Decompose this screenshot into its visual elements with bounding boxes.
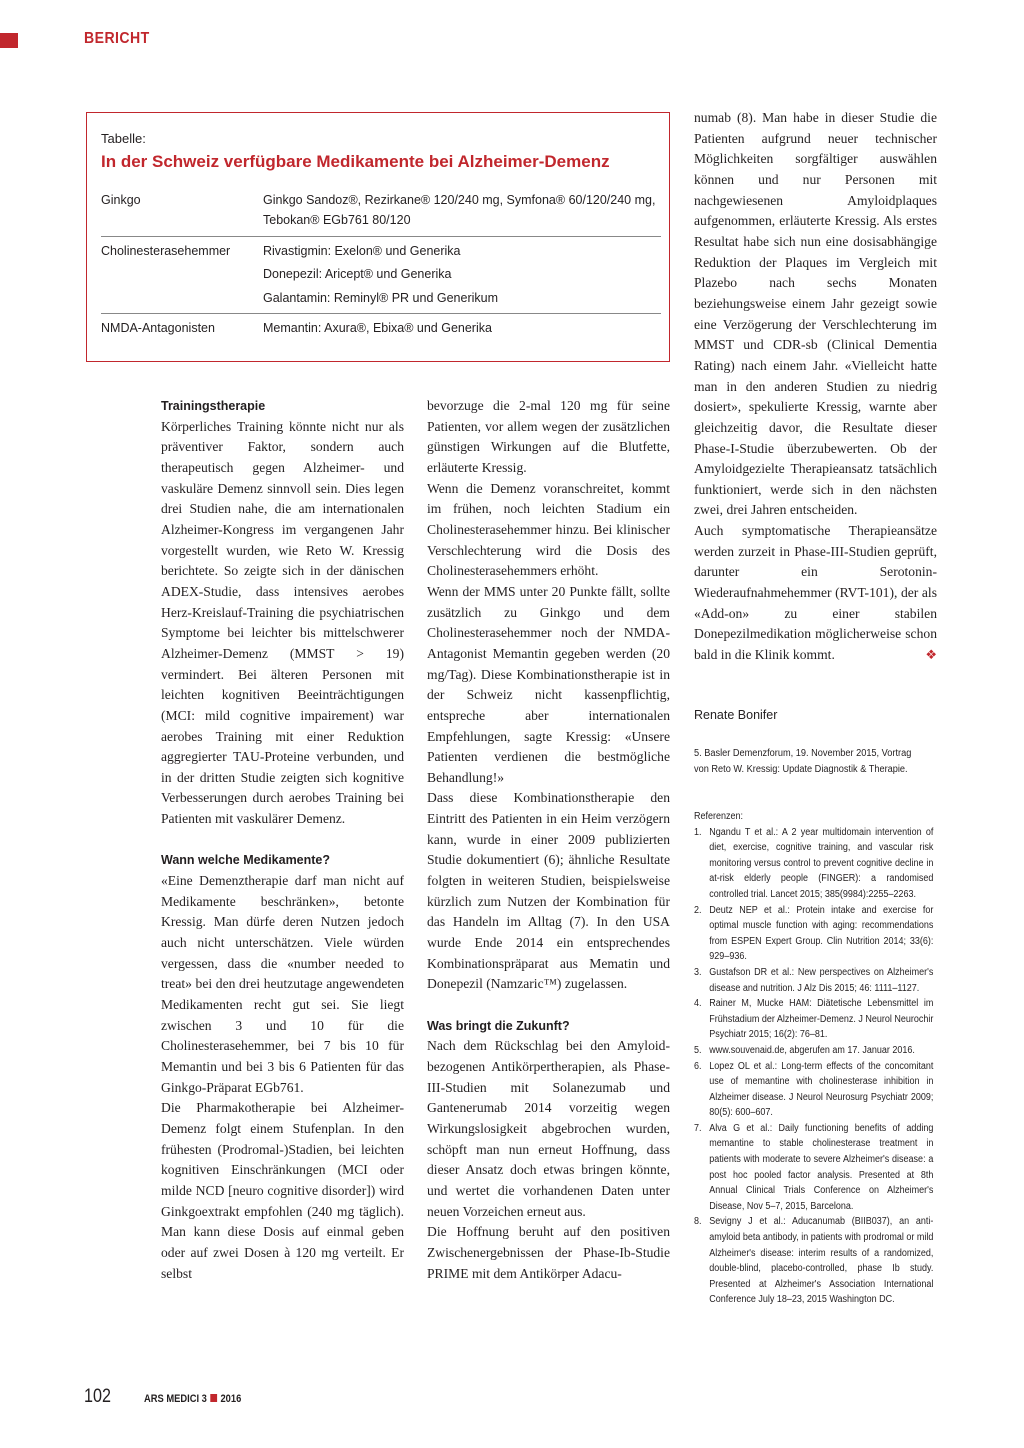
table-title: In der Schweiz verfügbare Medikamente bei Alzheimer-Demenz: [101, 152, 610, 171]
reference-list: [694, 825, 933, 1308]
table-row-item: Ginkgo Sandoz®, Rezirkane® 120/240 mg, Symfona® 60/120/240 mg,: [263, 193, 656, 207]
end-of-article-icon: ❖: [925, 647, 937, 663]
article-column-3: [694, 108, 937, 666]
table-row-class: Cholinesterasehemmer: [101, 244, 231, 258]
table-row-item: Rivastigmin: Exelon® und Generika: [263, 244, 461, 258]
page-number: 102: [84, 1386, 111, 1407]
references: [694, 809, 933, 1308]
table-row-class: NMDA-Antagonisten: [101, 321, 215, 335]
article-column-1: [161, 396, 404, 1284]
section-label: BERICHT: [84, 30, 150, 47]
reference-item: 6. Lopez OL et al.: Long-term effects of the concomitant use of memantine with cholinesterase inhibition in Alzheimer disease. J Neurol Neurosurg Psychiatr 2009; 80(5): 600–607.: [694, 1060, 934, 1119]
journal-year: 2016: [220, 1393, 242, 1405]
table-row-item: Memantin: Axura®, Ebixa® und Generika: [263, 321, 492, 335]
table-row-class: Ginkgo: [101, 193, 141, 207]
reference-item: 8. Sevigny J et al.: Aducanumab (BIIB037), an anti-amyloid beta antibody, in patients with prodromal or mild Alzheimer's disease: interim results of a randomized, double-blind, placebo-controlled, phase Ib study. Presented at Alzheimer's Association International Conference July 18–23, 2015 Washington DC.: [694, 1216, 934, 1306]
table-divider: [101, 236, 661, 237]
table-row-item: Galantamin: Reminyl® PR und Generikum: [263, 291, 498, 305]
paragraph: Wenn die Demenz voranschreitet, kommt im frühen, noch leichten Stadium ein Cholinesterasehemmer hinzu. Bei klinischer Verschlechterung wird die Dosis des Cholinesterasehemmers erhöht.: [427, 480, 670, 579]
table-divider: [101, 313, 661, 314]
paragraph: Nach dem Rückschlag bei den Amyloid-bezogenen Antikörpertherapien, als Phase-III-Studien mit Solanezumab und Gantenerumab 2014 vorzeitig wegen Wirkungslosigkeit abgebrochen wurden, schöpft man nun erneut Hoffnung, dass dieser Ansatz doch etwas bringen könnte, und wertet die vorhandenen Daten unter neuen Vorzeichen erneut aus.: [427, 1038, 670, 1219]
table-label: Tabelle:: [101, 131, 146, 146]
paragraph: Körperliches Training könnte nicht nur als präventiver Faktor, sondern auch therapeutisch gegen Alzheimer- und vaskuläre Demenz sinnvoll sein. Dies legen drei Studien nahe, die am internationalen Alzheimer-Kongress im vergangenen Jahr vorgestellt wurden, wie Reto W. Kressig berichtete. So zeigte sich in der dänischen ADEX-Studie, dass intensives aerobes Herz-Kreislauf-Training die psychiatrischen Symptome bei leichter bis mittelschwerer Alzheimer-Demenz (MMST > 19) vermindert. Bei älteren Personen mit leichten kognitiven Beeinträchtigungen (MCI: mild cognitive impairement) war aerobes Training mit einer Reduktion aggregierter TAU-Proteine verbunden, und in der dritten Studie zeigten sich kognitive Verbesserungen durch aerobes Training bei Patienten mit vaskulärer Demenz.: [161, 418, 404, 827]
author-name: Renate Bonifer: [694, 708, 778, 722]
table-row-item: Tebokan® EGb761 80/120: [263, 213, 411, 227]
section-heading: Wann welche Medikamente?: [161, 853, 331, 868]
paragraph: [694, 521, 937, 666]
article-column-2: [427, 396, 670, 1284]
paragraph: numab (8). Man habe in dieser Studie die Patienten aufgrund neuer technischer Möglichkeiten sorgfältiger auswählen können und nur Personen mit nachgewiesenen Amyloidplaques aufgenommen, erläuterte Kressig. Als erstes Resultat habe sich nun eine dosisabhängige Reduktion der Plaques im Vergleich mit Plazebo nach sechs Monaten beziehungsweise einem Jahr gezeigt sowie eine Verzögerung der Verschlechterung im MMST und CDR-sb (Clinical Dementia Rating) nach einem Jahr. «Vielleicht hatte man in den anderen Studien zu niedrig dosiert», spekulierte Kressig, warnte aber gleichzeitig davor, die Resultate dieser Phase-I-Studie überzubewerten. Ob der Amyloidgezielte Therapieansatz tatsächlich funktioniert, werde sich in den nächsten zwei, drei Jahren entscheiden.: [694, 110, 937, 518]
separator-square: [210, 1394, 217, 1402]
paragraph: Dass diese Kombinationstherapie den Eintritt des Patienten in ein Heim verzögern kann, wurde in einer 2009 publizierten Studie dokumentiert (6); ähnliche Resultate folgten in weiteren Studien, beispielsweise kürzlich zum Nutzen der Kombination für das Handeln im Alltag (7). In den USA wurde Ende 2014 ein entsprechendes Kombinationspräparat aus Mematin und Donepezil (Namzaric™) zugelassen.: [427, 790, 670, 992]
section-heading: Was bringt die Zukunft?: [427, 1018, 570, 1033]
paragraph: Die Pharmakotherapie bei Alzheimer-Demenz folgt einem Stufenplan. In den frühesten (Prodromal-)Stadien, bei leichten kognitiven Einschränkungen (MCI oder milde NCD [neuro cognitive disorder]) wird Ginkgoextrakt empfohlen (240 mg täglich). Man kann diese Dosis auf einmal geben oder auf zwei Dosen à 120 mg verteilt. Er selbst: [161, 1100, 404, 1281]
journal-name: ARS MEDICI 3: [144, 1393, 207, 1405]
reference-item: 4. Rainer M, Mucke HAM: Diätetische Lebensmittel im Frühstadium der Alzheimer-Demenz. J Neurol Neurochir Psychiatr 2015; 16(2): 76–81.: [694, 998, 934, 1041]
paragraph: Die Hoffnung beruht auf den positiven Zwischenergebnissen der Phase-Ib-Studie PRIME mit dem Antikörper Adacu-: [427, 1224, 670, 1281]
reference-item: 5. www.souvenaid.de, abgerufen am 17. Januar 2016.: [694, 1044, 915, 1056]
paragraph: Wenn der MMS unter 20 Punkte fällt, sollte zusätzlich zu Ginkgo und dem Cholinesterasehemmer noch der NMDA-Antagonist Memantin gegeben werden (20 mg/Tag). Diese Kombinationstherapie ist in der Schweiz nicht kassenpflichtig, entspreche aber internationalen Empfehlungen, sagte Kressig: «Unsere Patienten verdienen die bestmögliche Behandlung!»: [427, 583, 670, 785]
table-row-item: Donepezil: Aricept® und Generika: [263, 267, 452, 281]
event-footnote: 5. Basler Demenzforum, 19. November 2015, Vortrag von Reto W. Kressig: Update Diagnostik & Therapie.: [694, 748, 912, 775]
paragraph: «Eine Demenztherapie darf man nicht auf Medikamente beschränken», betonte Kressig. Man dürfe deren Nutzen jedoch auch nicht unterschätzen. Viele würden vergessen, dass die «number needed to treat» bei den drei heutzutage angewendeten Medikamenten recht gut sei. Sie liegt zwischen 3 und 10 für die Cholinesterasehemmer, bei 7 bis 10 für Memantin und bei 3 bis 6 Patienten für das Ginkgo-Präparat EGb761.: [161, 873, 404, 1095]
journal-info: [144, 1393, 241, 1405]
reference-item: 2. Deutz NEP et al.: Protein intake and exercise for optimal muscle function with aging: recommendations from ESPEN Expert Group. Clin Nutrition 2014; 33(6): 929–936.: [694, 904, 934, 963]
paragraph: bevorzuge die 2-mal 120 mg für seine Patienten, vor allem wegen der zusätzlichen günstigen Wirkungen auf die Blutfette, erläuterte Kressig.: [427, 398, 670, 475]
reference-item: 7. Alva G et al.: Daily functioning benefits of adding memantine to stable cholinesterase treatment in patients with moderate to severe Alzheimer's disease: a post hoc pooled factor analysis. Presented at 8th Annual Clinical Trials Conference on Alzheimer's Disease, Nov 5–7, 2015, Barcelona.: [694, 1122, 934, 1212]
section-heading: Trainingstherapie: [161, 399, 266, 413]
paragraph-text: Auch symptomatische Therapieansätze werden zurzeit in Phase-III-Studien geprüft, darunter ein Serotonin-Wiederaufnahmehemmer (RVT-101), der als «Add-on» zu einer stabilen Donepezilmedikation möglicherweise schon bald in die Klinik kommt.: [694, 523, 937, 663]
references-heading: Referenzen:: [694, 811, 744, 822]
reference-item: 1. Ngandu T et al.: A 2 year multidomain intervention of diet, exercise, cognitive training, and vascular risk monitoring versus control to prevent cognitive decline in at-risk elderly people (FINGER): a randomised controlled trial. Lancet 2015; 385(9984):2255–2263.: [694, 826, 934, 900]
reference-item: 3. Gustafson DR et al.: New perspectives on Alzheimer's disease and nutrition. J Alz Dis 2015; 46: 1111–1127.: [694, 966, 934, 994]
section-marker: [0, 33, 18, 48]
